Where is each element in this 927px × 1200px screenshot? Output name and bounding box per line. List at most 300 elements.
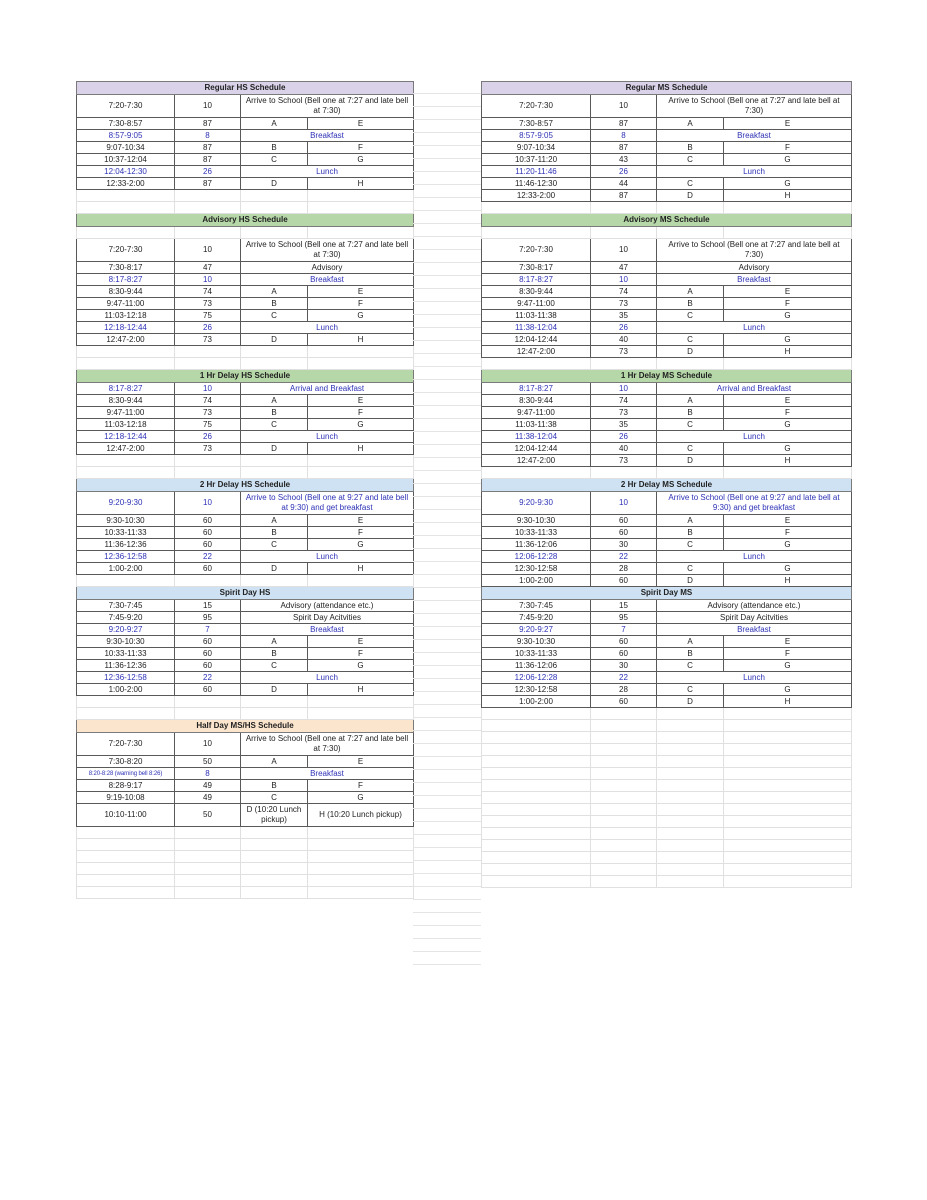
period-block-a: D	[241, 178, 308, 190]
blank-row	[482, 467, 852, 479]
blank-cell	[591, 467, 657, 479]
ms-schedule-column	[481, 81, 852, 888]
period-minutes: 22	[591, 551, 657, 563]
separator-gridline	[413, 731, 481, 744]
schedule-row	[482, 419, 852, 431]
schedule-row	[77, 419, 414, 431]
blank-row	[482, 744, 852, 756]
period-time: 8:57-9:05	[482, 130, 591, 142]
period-block-b: G	[724, 310, 852, 322]
period-time: 9:20-9:30	[482, 492, 591, 515]
period-block-b: F	[308, 527, 414, 539]
period-time: 10:33-11:33	[77, 648, 175, 660]
period-minutes: 10	[175, 492, 241, 515]
schedule-title: Half Day MS/HS Schedule	[77, 720, 414, 733]
schedule-row	[482, 239, 852, 262]
schedule-row	[77, 395, 414, 407]
schedule-row	[77, 600, 414, 612]
period-block-a: D	[657, 696, 724, 708]
blank-cell	[482, 864, 591, 876]
blank-row	[482, 816, 852, 828]
blank-cell	[724, 227, 852, 239]
period-minutes: 10	[591, 383, 657, 395]
period-block-b: F	[724, 648, 852, 660]
blank-cell	[482, 358, 591, 370]
period-minutes: 30	[591, 539, 657, 551]
period-minutes: 87	[175, 154, 241, 166]
period-time: 7:30-8:17	[482, 262, 591, 274]
schedule-row	[482, 443, 852, 455]
period-time: 12:06-12:28	[482, 551, 591, 563]
period-activity: Lunch	[241, 672, 414, 684]
period-activity: Arrive to School (Bell one at 7:27 and late bell at 7:30)	[657, 239, 852, 262]
blank-cell	[241, 467, 308, 479]
separator-gridline	[413, 406, 481, 419]
schedule-row	[77, 118, 414, 130]
blank-cell	[308, 227, 414, 239]
schedule-row	[482, 684, 852, 696]
separator-gridline	[413, 861, 481, 874]
period-block-b: H	[308, 443, 414, 455]
period-time: 8:30-9:44	[77, 395, 175, 407]
period-block-b: F	[308, 142, 414, 154]
blank-row	[77, 887, 414, 899]
separator-gridline	[413, 562, 481, 575]
period-activity: Arrive to School (Bell one at 7:27 and late bell at 7:30)	[657, 95, 852, 118]
period-block-a: A	[241, 636, 308, 648]
period-block-b: H	[308, 334, 414, 346]
blank-cell	[482, 828, 591, 840]
separator-gridline	[413, 380, 481, 393]
schedule-row	[482, 298, 852, 310]
period-block-a: A	[241, 118, 308, 130]
separator-gridline	[413, 432, 481, 445]
period-minutes: 43	[591, 154, 657, 166]
period-minutes: 10	[591, 95, 657, 118]
column-separator	[413, 81, 481, 975]
blank-cell	[724, 756, 852, 768]
period-time: 12:33-2:00	[482, 190, 591, 202]
schedule-row	[482, 455, 852, 467]
blank-cell	[657, 792, 724, 804]
separator-gridline	[413, 107, 481, 120]
period-block-b: E	[308, 515, 414, 527]
period-block-a: A	[241, 515, 308, 527]
period-activity: Arrive to School (Bell one at 7:27 and late bell at 7:30)	[241, 239, 414, 262]
schedule-row	[482, 624, 852, 636]
blank-cell	[724, 780, 852, 792]
separator-gridline	[413, 315, 481, 328]
period-block-a: C	[241, 792, 308, 804]
period-block-b: G	[308, 539, 414, 551]
period-minutes: 28	[591, 684, 657, 696]
period-minutes: 10	[591, 274, 657, 286]
period-minutes: 8	[175, 130, 241, 142]
schedule-row	[482, 310, 852, 322]
blank-cell	[241, 887, 308, 899]
blank-row	[77, 227, 414, 239]
schedule-header	[482, 587, 852, 600]
schedule-row	[77, 286, 414, 298]
blank-cell	[724, 852, 852, 864]
period-time: 1:00-2:00	[482, 696, 591, 708]
blank-cell	[308, 346, 414, 358]
blank-cell	[482, 792, 591, 804]
separator-gridline	[413, 224, 481, 237]
blank-row	[77, 696, 414, 708]
schedule-row	[482, 118, 852, 130]
blank-cell	[482, 852, 591, 864]
blank-cell	[591, 732, 657, 744]
blank-cell	[482, 804, 591, 816]
period-block-b: E	[724, 118, 852, 130]
separator-gridline	[413, 523, 481, 536]
period-minutes: 10	[591, 239, 657, 262]
period-minutes: 60	[175, 684, 241, 696]
period-minutes: 87	[591, 142, 657, 154]
blank-cell	[175, 227, 241, 239]
period-activity: Breakfast	[241, 274, 414, 286]
schedule-row	[77, 262, 414, 274]
blank-cell	[591, 756, 657, 768]
schedule-header	[482, 479, 852, 492]
blank-cell	[77, 467, 175, 479]
schedule-row	[77, 383, 414, 395]
period-minutes: 26	[591, 322, 657, 334]
separator-gridline	[413, 133, 481, 146]
schedule-header	[77, 82, 414, 95]
schedule-title: 1 Hr Delay HS Schedule	[77, 370, 414, 383]
period-block-a: C	[657, 443, 724, 455]
period-time: 7:20-7:30	[77, 733, 175, 756]
period-time: 7:30-7:45	[77, 600, 175, 612]
schedule-row	[77, 95, 414, 118]
blank-cell	[724, 768, 852, 780]
schedule-row	[482, 551, 852, 563]
separator-gridline	[413, 445, 481, 458]
separator-gridline	[413, 627, 481, 640]
blank-cell	[482, 756, 591, 768]
separator-gridline	[413, 120, 481, 133]
blank-cell	[724, 732, 852, 744]
period-block-a: B	[657, 527, 724, 539]
period-time: 8:17-8:27	[77, 274, 175, 286]
period-time: 11:03-11:38	[482, 419, 591, 431]
period-block-b: H	[724, 346, 852, 358]
period-time: 9:20-9:27	[77, 624, 175, 636]
period-block-a: D	[241, 684, 308, 696]
schedule-row	[77, 792, 414, 804]
blank-cell	[724, 358, 852, 370]
schedule-title: Regular HS Schedule	[77, 82, 414, 95]
period-minutes: 26	[591, 166, 657, 178]
blank-row	[482, 732, 852, 744]
schedule-title: Regular MS Schedule	[482, 82, 852, 95]
period-block-b: G	[724, 419, 852, 431]
period-time: 7:45-9:20	[77, 612, 175, 624]
period-block-a: D	[657, 190, 724, 202]
separator-gridline	[413, 783, 481, 796]
period-activity: Breakfast	[241, 130, 414, 142]
period-time: 9:20-9:27	[482, 624, 591, 636]
period-minutes: 44	[591, 178, 657, 190]
schedule-row	[482, 648, 852, 660]
blank-cell	[77, 827, 175, 839]
blank-cell	[591, 202, 657, 214]
separator-gridline	[413, 302, 481, 315]
period-block-a: A	[241, 286, 308, 298]
period-activity: Advisory	[657, 262, 852, 274]
period-block-b: F	[724, 527, 852, 539]
period-block-b: E	[308, 636, 414, 648]
schedule-row	[482, 286, 852, 298]
blank-cell	[591, 708, 657, 720]
schedule-row	[77, 660, 414, 672]
period-block-b: H (10:20 Lunch pickup)	[308, 804, 414, 827]
blank-cell	[657, 358, 724, 370]
period-minutes: 50	[175, 804, 241, 827]
period-block-a: D	[241, 334, 308, 346]
period-activity: Breakfast	[657, 274, 852, 286]
blank-cell	[724, 876, 852, 888]
period-minutes: 10	[175, 733, 241, 756]
period-minutes: 95	[591, 612, 657, 624]
blank-cell	[482, 467, 591, 479]
blank-row	[77, 863, 414, 875]
schedule-row	[482, 563, 852, 575]
period-minutes: 49	[175, 792, 241, 804]
period-time: 12:33-2:00	[77, 178, 175, 190]
period-time: 11:38-12:04	[482, 431, 591, 443]
separator-gridline	[413, 666, 481, 679]
blank-cell	[308, 190, 414, 202]
schedule-row	[77, 780, 414, 792]
schedule-title: Spirit Day MS	[482, 587, 852, 600]
blank-cell	[308, 202, 414, 214]
separator-gridline	[413, 458, 481, 471]
period-block-b: G	[308, 310, 414, 322]
period-minutes: 87	[175, 118, 241, 130]
blank-row	[482, 840, 852, 852]
period-time: 12:30-12:58	[482, 684, 591, 696]
period-minutes: 73	[591, 346, 657, 358]
blank-cell	[175, 863, 241, 875]
period-minutes: 95	[175, 612, 241, 624]
blank-cell	[77, 839, 175, 851]
period-activity: Lunch	[657, 431, 852, 443]
schedule-row	[77, 768, 414, 780]
blank-cell	[77, 202, 175, 214]
schedule-row	[77, 334, 414, 346]
schedule-row	[482, 696, 852, 708]
blank-row	[482, 756, 852, 768]
period-block-b: F	[308, 407, 414, 419]
period-block-b: E	[308, 286, 414, 298]
period-activity: Arrival and Breakfast	[657, 383, 852, 395]
period-time: 8:20-8:28 (warning bell 8:26)	[77, 768, 175, 780]
blank-cell	[175, 346, 241, 358]
schedule-row	[482, 431, 852, 443]
schedule-row	[77, 804, 414, 827]
period-time: 9:47-11:00	[482, 298, 591, 310]
schedule-row	[77, 431, 414, 443]
period-time: 8:17-8:27	[77, 383, 175, 395]
separator-gridline	[413, 575, 481, 588]
blank-cell	[591, 840, 657, 852]
period-time: 9:20-9:30	[77, 492, 175, 515]
period-block-a: D	[241, 563, 308, 575]
schedule-row	[482, 527, 852, 539]
blank-cell	[175, 827, 241, 839]
blank-cell	[724, 840, 852, 852]
blank-cell	[724, 864, 852, 876]
schedule-row	[482, 95, 852, 118]
separator-gridline	[413, 887, 481, 900]
schedule-row	[77, 178, 414, 190]
blank-cell	[657, 227, 724, 239]
period-minutes: 26	[175, 431, 241, 443]
blank-cell	[308, 358, 414, 370]
schedule-row	[77, 756, 414, 768]
schedule-row	[482, 600, 852, 612]
blank-row	[77, 839, 414, 851]
blank-cell	[175, 839, 241, 851]
blank-cell	[77, 708, 175, 720]
blank-cell	[241, 575, 308, 587]
separator-gridline	[413, 900, 481, 913]
blank-cell	[77, 358, 175, 370]
separator-gridline	[413, 692, 481, 705]
period-block-b: H	[724, 575, 852, 587]
blank-cell	[724, 744, 852, 756]
schedule-row	[482, 672, 852, 684]
period-minutes: 7	[591, 624, 657, 636]
blank-cell	[482, 720, 591, 732]
schedule-header	[77, 479, 414, 492]
schedule-row	[482, 407, 852, 419]
blank-row	[77, 575, 414, 587]
separator-gridline	[413, 510, 481, 523]
blank-cell	[175, 455, 241, 467]
period-minutes: 87	[175, 178, 241, 190]
period-time: 9:47-11:00	[77, 407, 175, 419]
period-block-b: E	[724, 515, 852, 527]
period-block-b: G	[724, 443, 852, 455]
separator-gridline	[413, 822, 481, 835]
period-minutes: 87	[591, 190, 657, 202]
blank-row	[482, 720, 852, 732]
period-minutes: 10	[175, 383, 241, 395]
period-minutes: 10	[591, 492, 657, 515]
separator-gridline	[413, 471, 481, 484]
blank-cell	[657, 744, 724, 756]
schedule-row	[77, 563, 414, 575]
blank-cell	[175, 696, 241, 708]
period-time: 9:30-10:30	[482, 515, 591, 527]
blank-row	[77, 190, 414, 202]
period-activity: Lunch	[657, 322, 852, 334]
period-minutes: 60	[175, 515, 241, 527]
period-minutes: 60	[591, 575, 657, 587]
separator-gridline	[413, 237, 481, 250]
period-block-b: G	[724, 539, 852, 551]
separator-gridline	[413, 796, 481, 809]
separator-gridline	[413, 588, 481, 601]
period-time: 12:47-2:00	[77, 443, 175, 455]
period-activity: Lunch	[241, 431, 414, 443]
blank-cell	[482, 840, 591, 852]
blank-cell	[241, 875, 308, 887]
blank-cell	[657, 840, 724, 852]
period-time: 12:47-2:00	[482, 346, 591, 358]
period-block-a: C	[657, 178, 724, 190]
period-time: 7:30-8:57	[77, 118, 175, 130]
blank-cell	[591, 804, 657, 816]
period-minutes: 35	[591, 419, 657, 431]
schedule-row	[77, 142, 414, 154]
blank-cell	[482, 708, 591, 720]
blank-row	[482, 708, 852, 720]
schedule-row	[482, 154, 852, 166]
separator-gridline	[413, 484, 481, 497]
period-minutes: 15	[591, 600, 657, 612]
separator-gridline	[413, 770, 481, 783]
blank-cell	[657, 720, 724, 732]
period-block-a: D	[657, 575, 724, 587]
blank-cell	[241, 863, 308, 875]
blank-row	[482, 358, 852, 370]
blank-cell	[591, 227, 657, 239]
blank-cell	[241, 202, 308, 214]
period-block-a: C	[657, 310, 724, 322]
blank-cell	[241, 455, 308, 467]
schedule-row	[77, 310, 414, 322]
period-time: 1:00-2:00	[77, 684, 175, 696]
blank-cell	[175, 575, 241, 587]
blank-cell	[308, 827, 414, 839]
separator-gridline	[413, 874, 481, 887]
separator-gridline	[413, 172, 481, 185]
blank-cell	[77, 875, 175, 887]
period-minutes: 73	[175, 407, 241, 419]
period-minutes: 26	[175, 166, 241, 178]
schedule-row	[482, 334, 852, 346]
blank-row	[482, 864, 852, 876]
separator-gridline	[413, 536, 481, 549]
period-block-a: B	[657, 407, 724, 419]
period-minutes: 26	[175, 322, 241, 334]
period-block-a: B	[241, 298, 308, 310]
blank-row	[77, 202, 414, 214]
schedule-row	[482, 166, 852, 178]
period-block-a: B	[241, 142, 308, 154]
separator-gridline	[413, 393, 481, 406]
schedule-row	[77, 130, 414, 142]
schedule-row	[482, 178, 852, 190]
period-block-a: C	[657, 419, 724, 431]
period-activity: Breakfast	[241, 768, 414, 780]
schedule-header	[482, 214, 852, 227]
blank-cell	[724, 816, 852, 828]
period-block-a: A	[241, 395, 308, 407]
separator-gridline	[413, 276, 481, 289]
blank-cell	[482, 227, 591, 239]
blank-cell	[591, 744, 657, 756]
blank-cell	[657, 816, 724, 828]
blank-cell	[308, 696, 414, 708]
schedule-header	[482, 370, 852, 383]
period-minutes: 74	[175, 286, 241, 298]
